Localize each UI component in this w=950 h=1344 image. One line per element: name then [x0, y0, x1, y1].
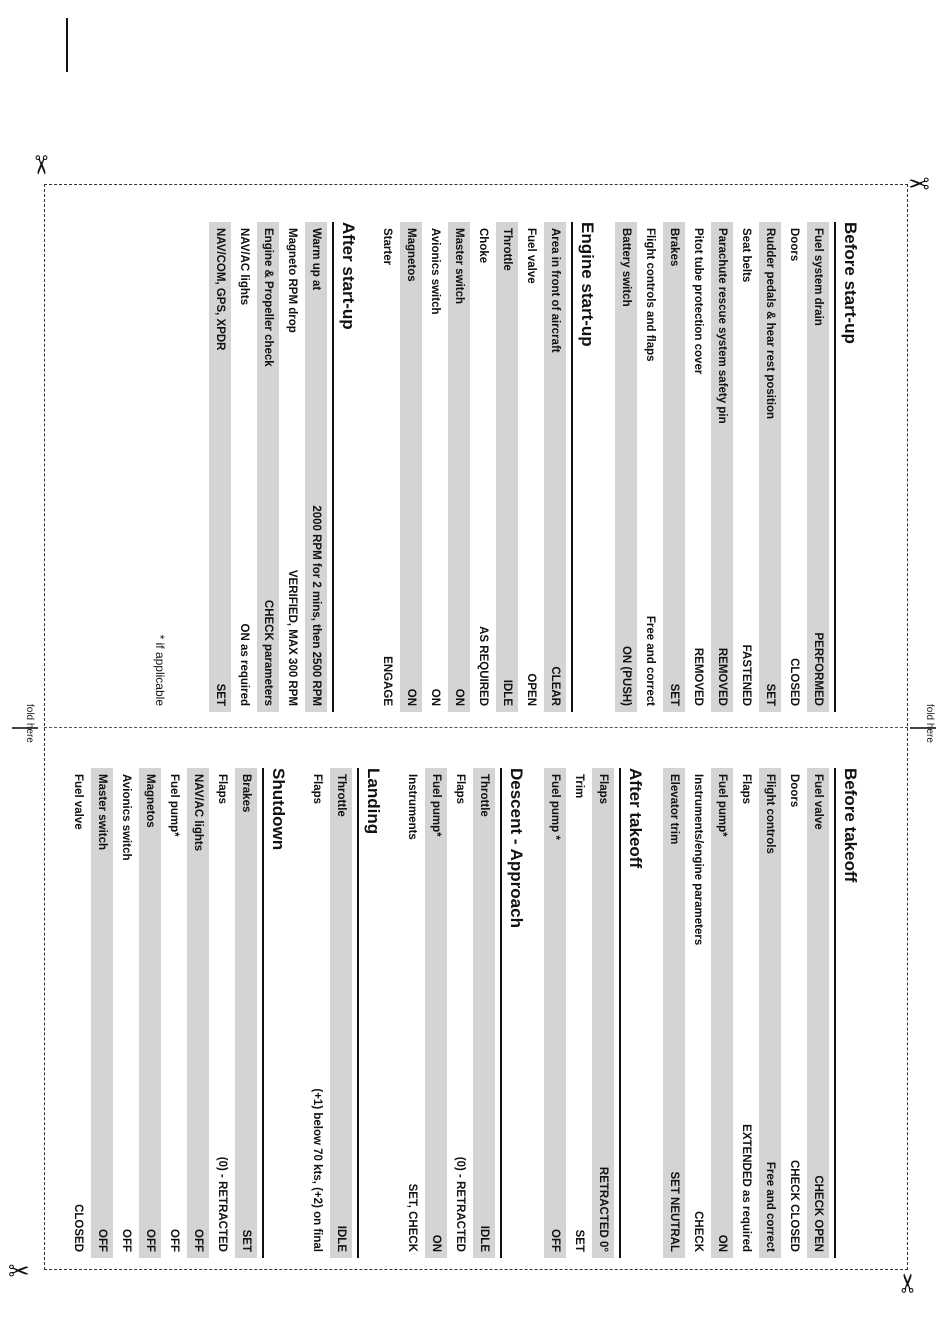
- checklist-item: Fuel valve: [525, 228, 537, 284]
- checklist-value: FASTENED: [740, 644, 752, 706]
- checklist-row: [733, 222, 757, 712]
- checklist-row: [709, 768, 733, 1258]
- checklist-value: ON: [453, 688, 465, 706]
- checklist-value: EXTENDED as required: [740, 1124, 752, 1252]
- checklist-value: VERIFIED, MAX 300 RPM: [286, 569, 298, 706]
- checklist-item: Flight controls and flaps: [644, 228, 656, 362]
- checklist-item: Fuel pump *: [549, 774, 561, 840]
- checklist-section: [399, 768, 526, 1258]
- checklist-row: [518, 222, 542, 712]
- checklist-row: [542, 768, 566, 1258]
- checklist-item: Doors: [788, 228, 800, 262]
- section-title: Before takeoff: [834, 768, 860, 1258]
- checklist-item: Flaps: [216, 774, 228, 805]
- checklist-row: [781, 222, 805, 712]
- checklist-section: [207, 222, 358, 712]
- checklist-value: CHECK parameters: [262, 599, 274, 706]
- checklist-item: Fuel pump*: [168, 774, 180, 837]
- checklist-item: Magneto RPM drop: [286, 228, 298, 333]
- scissors-icon: ✂: [908, 168, 930, 198]
- checklist-row: [255, 222, 279, 712]
- checklist-row: [661, 768, 685, 1258]
- checklist-section: [613, 222, 860, 712]
- checklist-item: Magnetos: [144, 774, 156, 828]
- checklist-row: [757, 768, 781, 1258]
- section-title: Shutdown: [262, 768, 288, 1258]
- checklist-item: Area in front of aircraft: [549, 228, 561, 353]
- checklist-value: SET: [573, 1229, 585, 1252]
- checklist-value: RETRACTED 0°: [597, 1166, 609, 1252]
- checklist-value: ON: [429, 688, 441, 706]
- checklist-value: ENGAGE: [381, 656, 393, 706]
- checklist-item: Master switch: [453, 228, 465, 305]
- checklist-item: Throttle: [335, 774, 347, 817]
- scissors-icon: ✂: [892, 1272, 923, 1294]
- checklist-row: [447, 768, 471, 1258]
- checklist-row: [805, 222, 829, 712]
- checklist-value: CLOSED: [788, 658, 800, 706]
- checklist-value: ON (PUSH): [620, 645, 632, 706]
- section-title: Descent - Approach: [500, 768, 526, 1258]
- checklist-row: [733, 768, 757, 1258]
- checklist-section: [374, 222, 597, 712]
- checklist-item: Rudder pedals & hear rest position: [764, 228, 776, 420]
- checklist-value: 2000 RPM for 2 mins, then 2500 RPM: [310, 505, 322, 706]
- checklist-row: [185, 768, 209, 1258]
- section-title: Landing: [357, 768, 383, 1258]
- checklist-item: Flaps: [740, 774, 752, 805]
- checklist-row: [113, 768, 137, 1258]
- checklist-row: [685, 222, 709, 712]
- checklist-item: Choke: [477, 228, 489, 264]
- checklist-item: Engine & Propeller check: [262, 228, 274, 367]
- corner-crop-mark: [66, 18, 68, 72]
- checklist-item: NAV/COM, GPS, XPDR: [214, 228, 226, 351]
- checklist-row: [328, 768, 352, 1258]
- checklist-section: [65, 768, 288, 1258]
- checklist-item: NAV/AC lights: [238, 228, 250, 306]
- checklist-item: Parachute rescue system safety pin: [716, 228, 728, 424]
- checklist-value: SET, CHECK: [406, 1183, 418, 1252]
- checklist-value: (0) - RETRACTED: [216, 1156, 228, 1252]
- checklist-value: OFF: [549, 1229, 561, 1252]
- checklist-item: Pitot tube protection cover: [692, 228, 704, 375]
- checklist-item: NAV/AC lights: [192, 774, 204, 852]
- fold-label-right: fold here: [924, 704, 935, 743]
- checklist-panel-top: [60, 222, 860, 712]
- checklist-row: [590, 768, 614, 1258]
- checklist-item: Brakes: [240, 774, 252, 813]
- checklist-value: Free and correct: [764, 1161, 776, 1252]
- checklist-value: ON: [405, 688, 417, 706]
- checklist-value: SET NEUTRAL: [668, 1171, 680, 1252]
- checklist-row: [161, 768, 185, 1258]
- checklist-row: [542, 222, 566, 712]
- checklist-item: Starter: [381, 228, 393, 266]
- checklist-item: Flight controls: [764, 774, 776, 854]
- checklist-value: OFF: [168, 1229, 180, 1252]
- checklist-value: CLOSED: [72, 1204, 84, 1252]
- checklist-section: [542, 768, 645, 1258]
- checklist-value: (0) - RETRACTED: [454, 1156, 466, 1252]
- checklist-item: Fuel system drain: [812, 228, 824, 326]
- checklist-item: Brakes: [668, 228, 680, 267]
- checklist-value: IDLE: [335, 1225, 347, 1252]
- checklist-row: [398, 222, 422, 712]
- checklist-row: [661, 222, 685, 712]
- checklist-item: Battery switch: [620, 228, 632, 307]
- checklist-value: OPEN: [525, 673, 537, 706]
- fold-line: [44, 727, 908, 728]
- checklist-value: AS REQUIRED: [477, 626, 489, 706]
- checklist-row: [637, 222, 661, 712]
- checklist-value: OFF: [96, 1229, 108, 1252]
- checklist-row: [65, 768, 89, 1258]
- checklist-item: Instruments: [406, 774, 418, 840]
- checklist-value: CHECK: [692, 1211, 704, 1252]
- section-title: After takeoff: [619, 768, 645, 1258]
- checklist-item: Fuel pump*: [716, 774, 728, 837]
- section-title: Before start-up: [834, 222, 860, 712]
- checklist-row: [709, 222, 733, 712]
- checklist-row: [566, 768, 590, 1258]
- checklist-value: OFF: [144, 1229, 156, 1252]
- checklist-item: Fuel valve: [812, 774, 824, 830]
- checklist-item: Instruments/engine parameters: [692, 774, 704, 946]
- scissors-icon: ✂: [8, 1256, 30, 1286]
- checklist-row: [399, 768, 423, 1258]
- checklist-row: [781, 768, 805, 1258]
- checklist-value: CHECK OPEN: [812, 1175, 824, 1252]
- checklist-item: Throttle: [501, 228, 513, 271]
- checklist-value: IDLE: [478, 1225, 490, 1252]
- section-title: After start-up: [332, 222, 358, 712]
- checklist-row: [757, 222, 781, 712]
- footnote: * if applicable: [153, 634, 167, 706]
- checklist-value: IDLE: [501, 679, 513, 706]
- section-title: Engine start-up: [571, 222, 597, 712]
- checklist-row: [374, 222, 398, 712]
- checklist-value: PERFORMED: [812, 632, 824, 706]
- checklist-item: Avionics switch: [120, 774, 132, 861]
- checklist-item: Flaps: [311, 774, 323, 805]
- checklist-item: Flaps: [454, 774, 466, 805]
- checklist-row: [422, 222, 446, 712]
- checklist-row: [89, 768, 113, 1258]
- checklist-value: OFF: [192, 1229, 204, 1252]
- checklist-section: [661, 768, 860, 1258]
- checklist-row: [279, 222, 303, 712]
- checklist-value: CHECK CLOSED: [788, 1159, 800, 1252]
- checklist-value: ON: [716, 1234, 728, 1252]
- checklist-item: Avionics switch: [429, 228, 441, 315]
- checklist-row: [207, 222, 231, 712]
- checklist-value: Free and correct: [644, 615, 656, 706]
- checklist-item: Seat belts: [740, 228, 752, 283]
- checklist-item: Throttle: [478, 774, 490, 817]
- checklist-value: (+1) below 70 kts, (+2) on final: [311, 1088, 323, 1252]
- checklist-item: Flaps: [597, 774, 609, 805]
- checklist-item: Fuel pump*: [430, 774, 442, 837]
- checklist-value: SET: [668, 683, 680, 706]
- checklist-row: [446, 222, 470, 712]
- checklist-row: [209, 768, 233, 1258]
- checklist-item: Magnetos: [405, 228, 417, 282]
- checklist-item: Elevator trim: [668, 774, 680, 845]
- checklist-row: [303, 222, 327, 712]
- checklist-row: [470, 222, 494, 712]
- checklist-value: SET: [240, 1229, 252, 1252]
- checklist-item: Trim: [573, 774, 585, 799]
- checklist-row: [423, 768, 447, 1258]
- checklist-section: [304, 768, 383, 1258]
- checklist-value: REMOVED: [692, 647, 704, 706]
- checklist-item: Master switch: [96, 774, 108, 851]
- checklist-panel-bottom: [60, 768, 860, 1258]
- checklist-value: ON: [430, 1234, 442, 1252]
- checklist-item: Warm up at: [310, 228, 322, 291]
- checklist-row: [685, 768, 709, 1258]
- scissors-icon: ✂: [25, 154, 56, 176]
- checklist-value: ON as required: [238, 623, 250, 706]
- checklist-row: [231, 222, 255, 712]
- fold-label-left: fold here: [24, 704, 35, 743]
- checklist-row: [137, 768, 161, 1258]
- checklist-row: [805, 768, 829, 1258]
- checklist-value: SET: [764, 683, 776, 706]
- checklist-item: Doors: [788, 774, 800, 808]
- checklist-item: Fuel valve: [72, 774, 84, 830]
- checklist-row: [494, 222, 518, 712]
- checklist-value: SET: [214, 683, 226, 706]
- checklist-row: [613, 222, 637, 712]
- checklist-value: CLEAR: [549, 666, 561, 706]
- checklist-row: [471, 768, 495, 1258]
- checklist-row: [304, 768, 328, 1258]
- checklist-row: [233, 768, 257, 1258]
- checklist-value: REMOVED: [716, 647, 728, 706]
- checklist-value: OFF: [120, 1229, 132, 1252]
